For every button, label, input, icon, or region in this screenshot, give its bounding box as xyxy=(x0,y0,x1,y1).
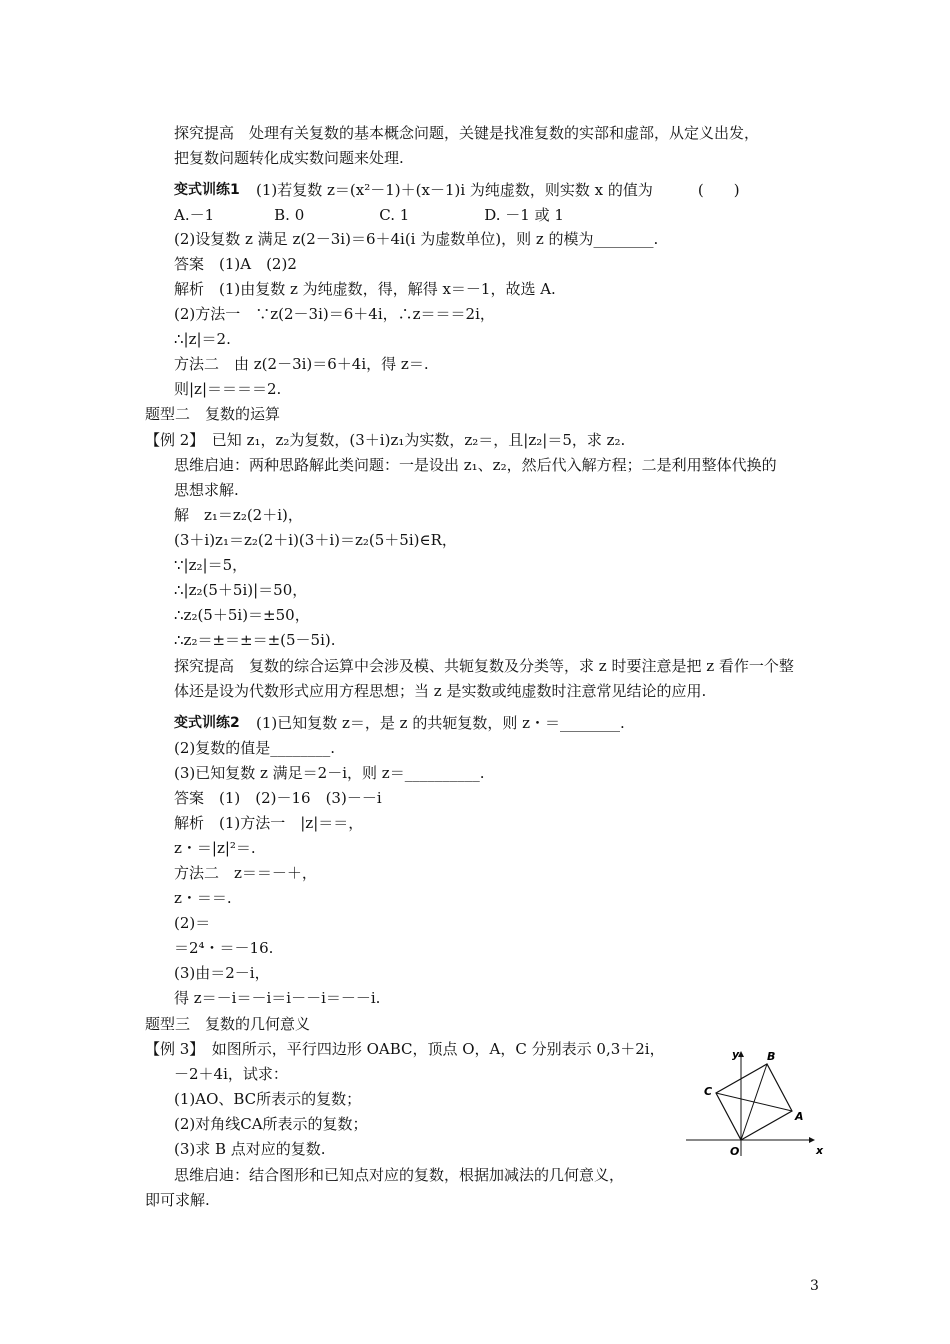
text-line: ∴|z₂(5＋5i)|＝50， xyxy=(174,581,308,599)
text-line: ∴|z|＝2. xyxy=(174,330,231,348)
diagonal-ca xyxy=(716,1093,792,1111)
page-number: 3 xyxy=(810,1278,819,1294)
text-line: 解 z₁＝z₂(2＋i)， xyxy=(174,506,303,524)
text-line: z・＝＝. xyxy=(174,889,232,907)
text-line: 答案 (1) (2)－16 (3)－－i xyxy=(174,789,382,807)
text-line: (2)方法一 ∵z(2－3i)＝6＋4i，∴z＝＝＝2i， xyxy=(174,305,495,323)
text-line: (3＋i)z₁＝z₂(2＋i)(3＋i)＝z₂(5＋5i)∈R， xyxy=(174,531,457,549)
text-line: (1)若复数 z＝(x²－1)＋(x－1)i 为纯虚数，则实数 x 的值为 ( ) xyxy=(256,181,740,199)
text-line: ∴z₂(5＋5i)＝±50， xyxy=(174,606,310,624)
text-line: (1)已知复数 z＝，是 z 的共轭复数，则 z・＝________. xyxy=(256,714,625,732)
text-line: ∴z₂＝±＝±＝±(5－5i). xyxy=(174,631,336,649)
text-line: (1)AO、BC所表示的复数； xyxy=(174,1090,362,1108)
section-heading: 题型二 复数的运算 xyxy=(145,405,281,423)
exercise-heading: 变式训练2 xyxy=(174,715,240,731)
text-line: 探究提高 复数的综合运算中会涉及模、共轭复数及分类等，求 z 时要注意是把 z 看作一个整 xyxy=(174,657,794,675)
point-c-label: C xyxy=(704,1085,713,1098)
text-line: 把复数问题转化成实数问题来处理. xyxy=(174,149,404,167)
text-line: (3)由＝2－i， xyxy=(174,964,270,982)
text-line: －2＋4i，试求： xyxy=(174,1065,288,1083)
text-line: 得 z＝－i＝－i＝i－－i＝－－i. xyxy=(174,989,381,1007)
text-line: 解析 (1)方法一 |z|＝＝， xyxy=(174,814,364,832)
text-line: (2)设复数 z 满足 z(2－3i)＝6＋4i(i 为虚数单位)，则 z 的模为________. xyxy=(174,230,659,248)
y-axis-label: y xyxy=(732,1048,740,1061)
text-line: (2)对角线CA所表示的复数； xyxy=(174,1115,368,1133)
text-line: (3)已知复数 z 满足＝2－i，则 z＝__________. xyxy=(174,764,485,782)
parallelogram-figure xyxy=(686,1048,826,1158)
text-line: 思维启迪：结合图形和已知点对应的复数，根据加减法的几何意义， xyxy=(174,1166,625,1184)
text-line: 即可求解. xyxy=(145,1191,210,1209)
x-axis-label: x xyxy=(816,1144,824,1157)
text-line: (3)求 B 点对应的复数. xyxy=(174,1140,326,1158)
point-b-label: B xyxy=(767,1050,776,1063)
text-line: 体还是设为代数形式应用方程思想；当 z 是实数或纯虚数时注意常见结论的应用. xyxy=(174,682,707,700)
text-line: 方法二 z＝＝－＋， xyxy=(174,864,317,882)
point-a-label: A xyxy=(795,1110,804,1123)
example-heading: 【例 3】 如图所示，平行四边形 OABC，顶点 O，A，C 分别表示 0,3＋2i， xyxy=(145,1040,665,1058)
text-line: 解析 (1)由复数 z 为纯虚数，得，解得 x＝－1，故选 A. xyxy=(174,280,556,298)
text-line: 答案 (1)A (2)2 xyxy=(174,255,297,273)
example-heading: 【例 2】 已知 z₁，z₂为复数，(3＋i)z₁为实数，z₂＝，且|z₂|＝5，求 z₂. xyxy=(145,431,626,449)
text-line: 思想求解. xyxy=(174,481,239,499)
text-line: (2)＝ xyxy=(174,914,211,932)
text-line: z・＝|z|²＝. xyxy=(174,839,256,857)
section-heading: 题型三 复数的几何意义 xyxy=(145,1015,311,1033)
text-line: ＝2⁴・＝－16. xyxy=(174,939,274,957)
choice-line: A.－1 B. 0 C. 1 D. －1 或 1 xyxy=(174,206,564,224)
text-line: 方法二 由 z(2－3i)＝6＋4i，得 z＝. xyxy=(174,355,429,373)
text-line: (2)复数的值是________. xyxy=(174,739,336,757)
text-line: ∵|z₂|＝5， xyxy=(174,556,248,574)
text-line: 探究提高 处理有关复数的基本概念问题，关键是找准复数的实部和虚部，从定义出发， xyxy=(174,124,760,142)
text-line: 思维启迪：两种思路解此类问题：一是设出 z₁、z₂，然后代入解方程；二是利用整体代换的 xyxy=(174,456,777,474)
exercise-heading: 变式训练1 xyxy=(174,182,240,198)
point-o-label: O xyxy=(730,1145,740,1158)
text-line: 则|z|＝＝＝＝2. xyxy=(174,380,282,398)
